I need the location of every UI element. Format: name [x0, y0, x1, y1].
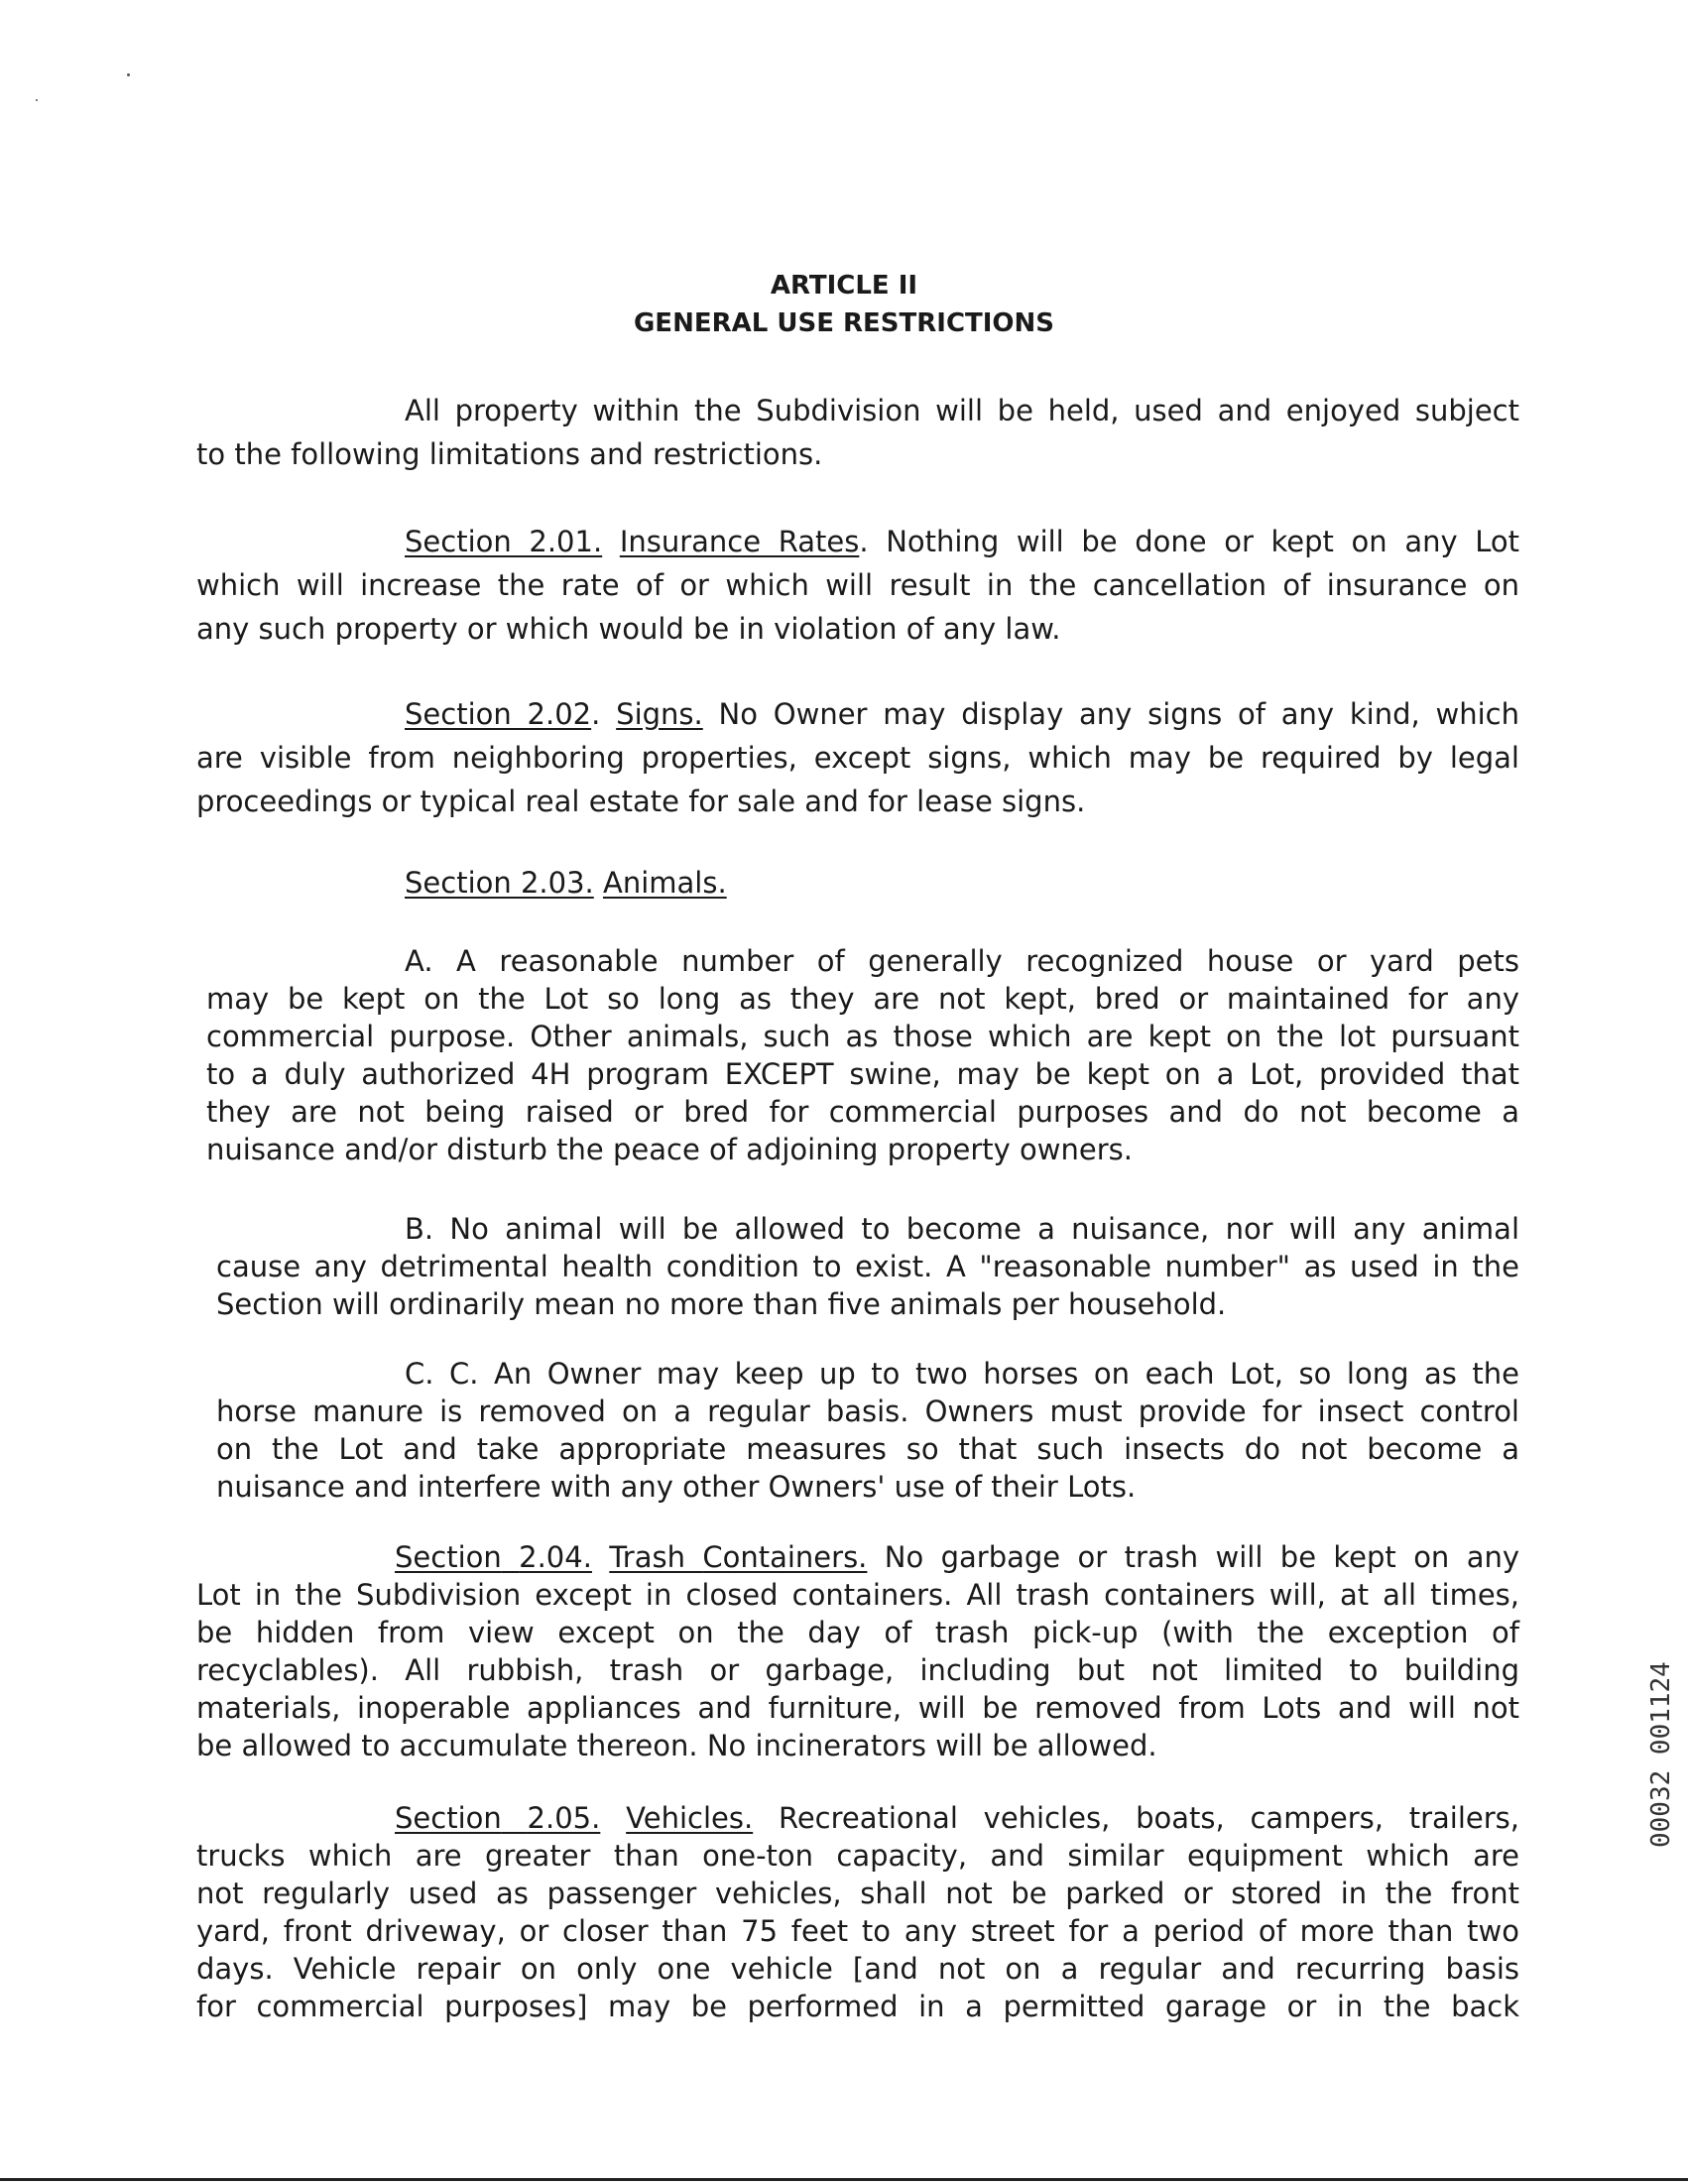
section-2-01-line-3: any such property or which would be in violation of any law. [196, 612, 1061, 646]
item-b-line: B. No animal will be allowed to become a nuisance, nor will any animal [405, 1212, 1519, 1246]
section-2-04-number: Section 2.04. [395, 1540, 592, 1574]
section-2-02-paragraph [196, 692, 1519, 823]
section-2-05-number: Section 2.05. [395, 1801, 601, 1835]
item-a-line: commercial purpose. Other animals, such as those which are kept on the lot pursuant [206, 1020, 1519, 1053]
section-2-04-line: recyclables). All rubbish, trash or garbage, including but not limited to building [196, 1653, 1519, 1687]
section-2-03-title: Animals. [602, 866, 727, 900]
section-2-02-line-2: are visible from neighboring properties, except signs, which may be required by legal [196, 741, 1519, 775]
article-number: ARTICLE II [770, 271, 918, 301]
section-2-05-line-1: Section 2.05. Vehicles. Recreational vehicles, boats, campers, trailers, [395, 1801, 1520, 1835]
section-2-04-line-1: Section 2.04. Trash Containers. No garbage or trash will be kept on any [395, 1540, 1520, 1574]
section-2-01-line-1: Section 2.01. Insurance Rates. Nothing will be done or kept on any Lot [405, 525, 1520, 558]
item-a-line: to a duly authorized 4H program EXCEPT swine, may be kept on a Lot, provided that [206, 1057, 1519, 1091]
section-2-05-paragraph [196, 1799, 1519, 2025]
section-2-04-title: Trash Containers. [609, 1540, 868, 1574]
intro-line-2: to the following limitations and restrictions. [196, 437, 823, 471]
section-2-04-line: be hidden from view except on the day of trash pick-up (with the exception of [196, 1616, 1519, 1649]
section-2-03-item-b [216, 1210, 1519, 1323]
page-bottom-edge [0, 2178, 1688, 2181]
section-2-04-paragraph [196, 1538, 1519, 1764]
section-2-02-line-1: Section 2.02. Signs. No Owner may display any signs of any kind, which [405, 697, 1519, 731]
section-2-05-line: not regularly used as passenger vehicles, shall not be parked or stored in the front [196, 1877, 1519, 1910]
section-2-02-number: Section 2.02 [405, 697, 592, 731]
section-2-05-title: Vehicles. [626, 1801, 754, 1835]
section-2-01-paragraph [196, 520, 1519, 651]
section-2-04-line: materials, inoperable appliances and furniture, will be removed from Lots and will not [196, 1691, 1519, 1725]
item-b-line: cause any detrimental health condition to exist. A "reasonable number" as used in the [216, 1250, 1519, 1283]
section-2-03-item-c [216, 1355, 1519, 1506]
item-b-line: Section will ordinarily mean no more than five animals per household. [216, 1287, 1227, 1321]
item-a-line: nuisance and/or disturb the peace of adjoining property owners. [206, 1133, 1133, 1166]
item-c-line: nuisance and interfere with any other Owners' use of their Lots. [216, 1470, 1137, 1504]
intro-line-1: All property within the Subdivision will be held, used and enjoyed subject [405, 394, 1519, 427]
section-2-02-title: Signs. [616, 697, 703, 731]
section-2-03-item-a [206, 942, 1519, 1168]
section-2-02-line-3: proceedings or typical real estate for sale and for lease signs. [196, 785, 1086, 818]
section-2-05-line: yard, front driveway, or closer than 75 feet to any street for a period of more than two [196, 1914, 1519, 1948]
recording-stamp [1641, 1592, 1681, 1850]
section-2-03-number: Section 2.03. [405, 866, 594, 900]
section-2-01-number: Section 2.01. [405, 525, 603, 558]
section-2-05-line: days. Vehicle repair on only one vehicle [and not on a regular and recurring basis [196, 1952, 1519, 1986]
item-a-line: A. A reasonable number of generally recognized house or yard pets [405, 944, 1519, 978]
recording-stamp-text: 00032 001124 [1646, 1661, 1676, 1848]
scan-speck [36, 99, 38, 101]
scan-speck [127, 73, 130, 76]
item-c-line: horse manure is removed on a regular basis. Owners must provide for insect control [216, 1395, 1519, 1428]
item-a-line: they are not being raised or bred for commercial purposes and do not become a [206, 1095, 1519, 1129]
section-2-04-line: be allowed to accumulate thereon. No incinerators will be allowed. [196, 1729, 1157, 1762]
section-2-04-line: Lot in the Subdivision except in closed containers. All trash containers will, at all times, [196, 1578, 1519, 1612]
section-2-03-heading [405, 861, 727, 905]
item-c-line: C. C. An Owner may keep up to two horses on each Lot, so long as the [405, 1357, 1519, 1391]
intro-paragraph [196, 389, 1519, 476]
item-c-line: on the Lot and take appropriate measures so that such insects do not become a [216, 1432, 1519, 1466]
item-a-line: may be kept on the Lot so long as they are not kept, bred or maintained for any [206, 982, 1519, 1016]
article-title: GENERAL USE RESTRICTIONS [633, 308, 1055, 338]
section-2-05-line: trucks which are greater than one-ton capacity, and similar equipment which are [196, 1839, 1519, 1873]
section-2-05-line: for commercial purposes] may be performed in a permitted garage or in the back [196, 1990, 1519, 2023]
section-2-01-title: Insurance Rates [619, 525, 860, 558]
section-2-01-line-2: which will increase the rate of or which will result in the cancellation of insurance on [196, 568, 1519, 602]
